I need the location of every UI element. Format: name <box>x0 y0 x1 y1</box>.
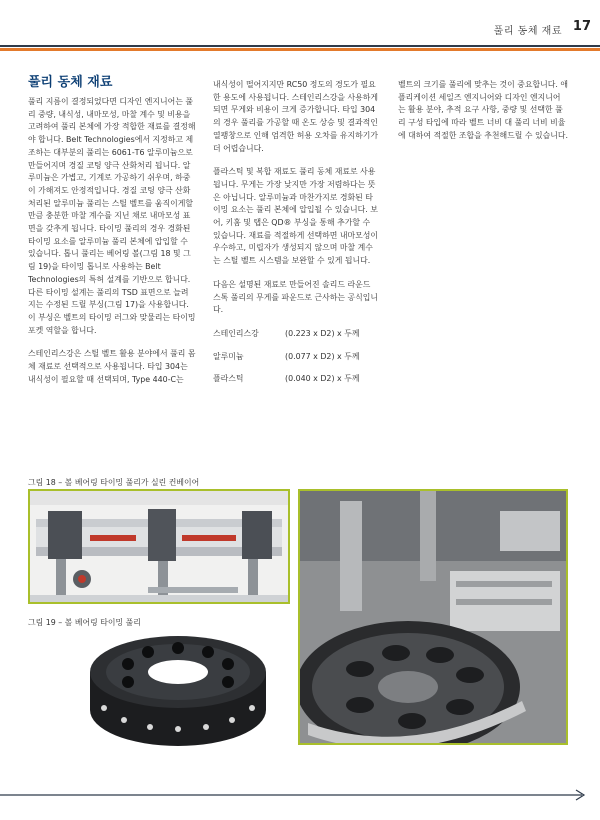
table-row <box>213 373 359 396</box>
col1-paragraph-2: 스테인리스강은 스틸 벨트 활용 분야에서 풀리 몸체 재료로 선택적으로 사용됩니다. 타입 304는 내식성이 필요할 때 선택되며, Type 440-C는 <box>28 349 196 384</box>
weight-formula: (0.223 x D2) x 두께 <box>285 328 360 338</box>
col3-paragraph-1: 벨트의 크기를 풀리에 맞추는 것이 중요합니다. 애플리케이션 세일즈 엔지니어와 디자인 엔지니어는 활용 분야, 추적 요구 사항, 중량 및 선택한 풀리 구성 타입에 따라 벨트 너비 대 풀리 너비 비율에 대하여 적절한 조합을 추천해드릴 수 있습니다. <box>398 80 569 140</box>
text-column-1 <box>28 74 196 397</box>
header-rule <box>0 45 600 47</box>
weight-formula-table <box>213 328 359 396</box>
col2-paragraph-1: 내식성이 떨어지지만 RC50 정도의 경도가 필요한 용도에 사용됩니다. 스테인리스강을 사용하게 되면 무게와 비용이 크게 증가합니다. 타입 304의 경우 풀리를 가공할 때 온도 상승 및 결과적인 열팽창으로 인해 엄격한 허용 오차를 유지하기가 더 어렵습니다. <box>213 80 378 153</box>
header-title: 풀리 동체 재료 <box>493 26 562 37</box>
weight-formula: (0.040 x D2) x 두께 <box>285 374 360 384</box>
section-title: 풀리 동체 재료 <box>28 75 113 90</box>
footer-arrow-rule <box>0 788 590 802</box>
col1-paragraph-1: 풀리 지름이 결정되었다면 디자인 엔지니어는 풀리 중량, 내식성, 내마모성, 마찰 계수 및 비용을 고려하여 풀리 본체에 가장 적합한 재료를 결정해야 합니다. Belt Technologies에서 지정하고 제조하는 대부분의 풀리는 6061-T6 알루미늄으로 만들어지며 경질 코팅 양극 산화처리 됩니다. 알루미늄은 가볍고, 기계로 가공하기 쉬우며, 하중이 가해져도 안정적입니다. 경질 코팅 양극 산화처리된 알루미늄 풀리는 스틸 벨트를 움직이게할 만큼 충분한 마찰 계수를 지닌 채로 내마모성 표면을 갖추게 됩니다. 타이밍 풀리의 경우 경화된 타이밍 요소를 알루미늄 풀리 본체에 압입할 수 있습니다. 톱니 풀리는 베어링 볼(그림 18 및 그림 19)을 타이밍 톱니로 사용하는 Belt Technologies의 특허 설계를 기반으로 합니다. 다른 타이밍 설계는 풀리의 TSD 표면으로 늘려지는 수정된 드릴 부싱(그림 17)을 사용합니다. 이 부싱은 벨트의 타이밍 러그와 맞물리는 타이밍 포켓 역할을 합니다. <box>28 97 196 335</box>
conveyor-pulley-photo-illustration <box>300 491 566 743</box>
header-accent-rule <box>0 48 600 51</box>
col2-paragraph-3: 다음은 설명된 재료로 만들어진 솔리드 라운드 스톡 풀리의 무게를 파운드로 근사하는 공식입니다. <box>213 279 378 315</box>
table-row <box>213 328 359 351</box>
material-name: 스테인리스강 <box>213 328 259 338</box>
text-column-2 <box>213 79 379 396</box>
page-header <box>0 0 600 46</box>
weight-formula: (0.077 x D2) x 두께 <box>285 351 360 361</box>
pulley-application-photo <box>298 489 568 745</box>
material-name: 플라스틱 <box>213 374 244 384</box>
figure-19-photo <box>28 630 290 748</box>
material-name: 알루미늄 <box>213 351 244 361</box>
figure-19-caption: 그림 19 – 볼 베어링 타이밍 풀리 <box>28 618 141 627</box>
table-row <box>213 351 359 374</box>
page-number: 17 <box>572 19 591 34</box>
figure-18-caption: 그림 18 – 볼 베어링 타이밍 풀리가 실린 컨베이어 <box>28 478 200 487</box>
timing-pulley-illustration <box>28 630 290 748</box>
conveyor-illustration <box>30 491 288 602</box>
text-column-3 <box>398 79 568 154</box>
figure-18-photo <box>28 489 290 604</box>
col2-paragraph-2: 플라스틱 및 복합 재료도 풀리 동체 재료로 사용됩니다. 무게는 가장 낮지만 가장 저렴하다는 뜻은 아닙니다. 알루미늄과 마찬가지로 경화된 타이밍 요소는 풀리 본체에 압입될 수 있습니다. 보어, 키홈 및 탭은 QD® 부싱을 통해 추가할 수 있습니다. 재료를 적절하게 선택하면 내마모성이 우수하고, 미립자가 생성되지 않으며 마찰 계수는 스틸 벨트 시스템을 보완할 수 있게 됩니다. <box>213 167 378 266</box>
